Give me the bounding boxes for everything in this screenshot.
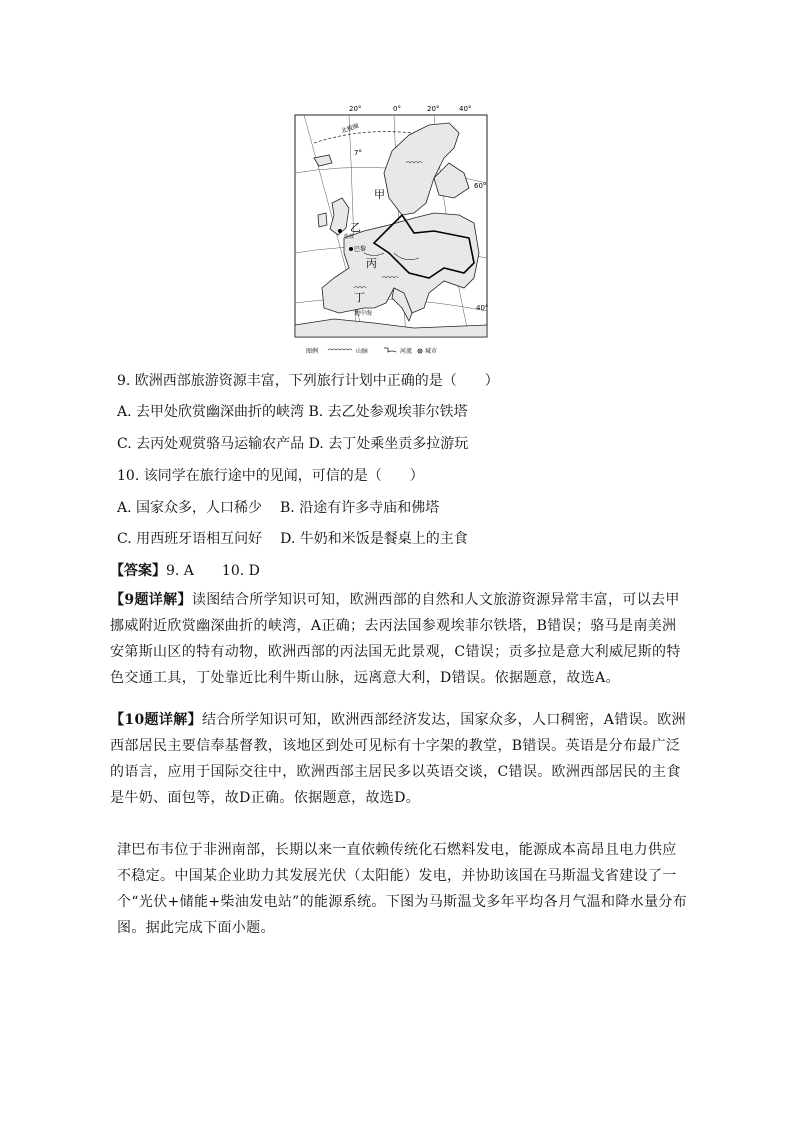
q10-option-a: A. 国家众多，人口稀少: [117, 500, 263, 516]
explanation-q9: [110, 587, 690, 691]
lon-label-0: 0°: [393, 105, 401, 113]
paris-city-dot: [349, 247, 353, 251]
q10-options-row-1: [117, 498, 439, 518]
q9-options-row-1: [117, 402, 468, 422]
label-paris: 巴黎: [354, 246, 367, 253]
intro-text: 津巴布韦位于非洲南部，长期以来一直依赖传统化石燃料发电，能源成本高昂且电力供应不稳定。中国某企业助力其发展光伏（太阳能）发电，并协助该国在马斯温戈省建设了一个“光伏+储能+柴油发电站”的能源系统。下图为马斯温戈多年平均各月气温和降水量分布图。据此完成下面小题。: [117, 842, 688, 936]
q9-option-c: C. 去丙处观赏骆马运输农产品: [117, 436, 305, 452]
city-legend-icon-dot: [419, 350, 421, 352]
legend-city: 城市: [425, 348, 438, 355]
ireland-land: [318, 213, 327, 227]
legend-river: 河流: [400, 348, 413, 355]
answer-line: [110, 561, 260, 581]
explanation-q9-label: 【9题详解】: [110, 592, 192, 608]
explanation-q9-text: 读图结合所学知识可知，欧洲西部的自然和人文旅游资源异常丰富，可以去甲挪威附近欣赏幽深曲折的峡湾，A正确；去丙法国参观埃菲尔铁塔，B错误；骆马是南美洲安第斯山区的特有动物，欧洲西部的丙法国无此景观，C错误；贡多拉是意大利威尼斯的特色交通工具，丁处靠近比利牛斯山脉，远离意大利，D错误。依据题意，故选A。: [110, 592, 681, 686]
lon-label-20w: 20°: [349, 105, 362, 113]
europe-map-figure: [294, 103, 490, 359]
lat-label-40: 40°: [476, 304, 489, 312]
label-bing: 丙: [366, 257, 377, 270]
mountain-legend-icon: [328, 349, 352, 350]
q9-options-row-2: [117, 434, 468, 454]
europe-map: [294, 103, 490, 359]
explanation-q10: [110, 707, 690, 811]
q9-option-a: A. 去甲处欣赏幽深曲折的峡湾: [117, 404, 305, 420]
q10-options-row-2: [117, 529, 468, 549]
legend-title: 图例: [306, 348, 319, 355]
label-arctic-circle: 北极圈: [340, 122, 360, 135]
q9-option-b: B. 去乙处参观埃菲尔铁塔: [308, 404, 468, 420]
legend-mountain: 山脉: [356, 348, 369, 355]
next-question-intro: [117, 837, 689, 941]
river-legend-icon: [384, 348, 396, 352]
q10-option-c: C. 用西班牙语相互问好: [117, 531, 263, 547]
q9-option-d: D. 去丁处乘坐贡多拉游玩: [308, 436, 469, 452]
lon-label-20e: 20°: [427, 105, 440, 113]
q10-option-d: D. 牛奶和米饭是餐桌上的主食: [280, 531, 468, 547]
q10-stem: 10. 该同学在旅行途中的见闻，可信的是（ ）: [117, 468, 424, 484]
label-mediterranean: 地中海: [354, 310, 373, 317]
q9-stem: 9. 欧洲西部旅游资源丰富，下列旅行计划中正确的是（ ）: [117, 373, 499, 389]
lat-label-60: 60°: [474, 182, 487, 190]
explanation-q10-text: 结合所学知识可知，欧洲西部经济发达，国家众多，人口稠密，A错误。欧洲西部居民主要信奉基督教，该地区到处可见标有十字架的教堂，B错误。英语是分布最广泛的语言，应用于国际交往中，欧洲西部主居民多以英语交谈，C错误。欧洲西部居民的主食是牛奶、面包等，故D正确。依据题意，故选D。: [110, 712, 686, 806]
answer-label: 【答案】: [110, 563, 166, 579]
q10-option-b: B. 沿途有许多寺庙和佛塔: [280, 500, 440, 516]
label-ding: 丁: [354, 291, 365, 304]
lon-label-40e: 40°: [459, 105, 472, 113]
label-yi: 乙: [350, 221, 361, 234]
label-london: 伦敦: [344, 234, 355, 240]
london-city-dot: [338, 229, 342, 233]
label-jia: 甲: [374, 188, 385, 201]
map-legend: [306, 347, 437, 355]
label-degree: 7°: [354, 149, 362, 157]
explanation-q10-label: 【10题详解】: [110, 712, 202, 728]
answer-text: 9. A 10. D: [166, 563, 260, 579]
